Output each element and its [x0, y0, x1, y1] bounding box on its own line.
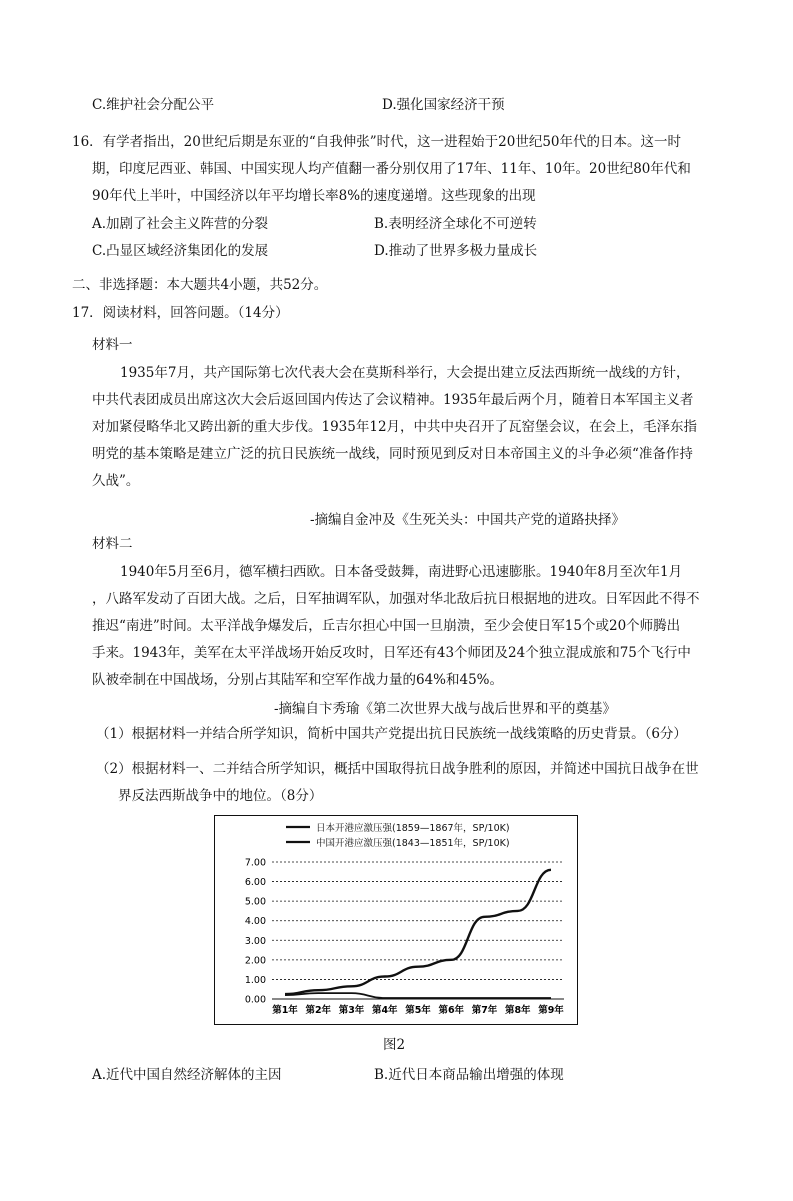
y-tick-label: 0.00	[244, 994, 266, 1006]
q16-option-a: A.加剧了社会主义阵营的分裂	[92, 216, 269, 232]
y-tick-label: 2.00	[244, 955, 266, 967]
legend-label-japan: 日本开港应激压强(1859—1867年，SP/10K)	[316, 823, 510, 834]
line-chart	[214, 815, 578, 1025]
x-tick-label: 第4年	[371, 1005, 398, 1016]
q16-option-d: D.推动了世界多极力量成长	[374, 243, 538, 259]
q16-option-b: B.表明经济全球化不可逆转	[374, 216, 537, 232]
x-tick-label: 第3年	[338, 1005, 365, 1016]
y-tick-label: 4.00	[244, 916, 266, 928]
q16-stem-line3: 90年代上半叶，中国经济以年平均增长率8%的速度递增。这些现象的出现	[92, 188, 536, 204]
next-option-b: B.近代日本商品输出增强的体现	[374, 1067, 564, 1083]
x-tick-label: 第2年	[305, 1005, 332, 1016]
x-axis-ticks	[272, 1004, 564, 1016]
material2-line: ，八路军发动了百团大战。之后，日军抽调军队，加强对华北敌后抗日根据地的进攻。日军因此不得不	[92, 591, 700, 607]
material1-line: 对加紧侵略华北又跨出新的重大步伐。1935年12月，中共中央召开了瓦窑堡会议，在会上，毛泽东指	[92, 419, 698, 435]
y-tick-label: 5.00	[244, 896, 266, 908]
x-tick-label: 第5年	[405, 1005, 431, 1016]
q15-option-d: D.强化国家经济干预	[382, 97, 505, 113]
material1-line: 1935年7月，共产国际第七次代表大会在莫斯科举行，大会提出建立反法西斯统一战线的方针，	[120, 365, 690, 381]
material2-line: 手来。1943年，美军在太平洋战场开始反攻时，日军还有43个师团及24个独立混成旅和75个飞行中	[92, 645, 691, 661]
material1-source: -摘编自金冲及《生死关头：中国共产党的道路抉择》	[310, 512, 626, 528]
q17-subquestion-2-line1: （2）根据材料一、二并结合所学知识，概括中国取得抗日战争胜利的原因，并简述中国抗日战争在世	[96, 761, 699, 777]
y-tick-label: 7.00	[244, 857, 266, 869]
y-tick-label: 6.00	[244, 877, 266, 889]
x-tick-label: 第9年	[538, 1005, 564, 1016]
material1-label: 材料一	[92, 337, 133, 353]
q17-subquestion-2-line2: 界反法西斯战争中的地位。（8分）	[118, 788, 323, 804]
material2-line: 1940年5月至6月，德军横扫西欧。日本备受鼓舞，南进野心迅速膨胀。1940年8月至次年1月	[120, 564, 683, 580]
y-tick-label: 3.00	[244, 935, 266, 947]
material1-line: 中共代表团成员出席这次大会后返回国内传达了会议精神。1935年最后两个月，随着日本军国主义者	[92, 392, 694, 408]
material1-line: 久战”。	[92, 473, 140, 489]
material2-source: -摘编自卞秀瑜《第二次世界大战与战后世界和平的奠基》	[274, 701, 617, 717]
q15-option-c: C.维护社会分配公平	[92, 97, 215, 113]
section-heading: 二、非选择题：本大题共4小题，共52分。	[72, 277, 328, 293]
q16-stem-line2: 期，印度尼西亚、韩国、中国实现人均产值翻一番分别仅用了17年、11年、10年。20世纪80年代和	[92, 161, 691, 177]
q16-option-c: C.凸显区域经济集团化的发展	[92, 243, 269, 259]
q17-title: 17．阅读材料，回答问题。（14分）	[72, 305, 289, 321]
material2-line: 队被牵制在中国战场，分别占其陆军和空军作战力量的64%和45%。	[92, 672, 504, 688]
material2-line: 推迟“南进”时间。太平洋战争爆发后，丘吉尔担心中国一旦崩溃，至少会使日军15个或20个师腾出	[92, 618, 681, 634]
x-tick-label: 第6年	[438, 1005, 465, 1016]
q17-subquestion-1: （1）根据材料一并结合所学知识，简析中国共产党提出抗日民族统一战线策略的历史背景。（6分）	[96, 726, 687, 742]
q16-stem-line1: 16．有学者指出，20世纪后期是东亚的“自我伸张”时代，这一进程始于20世纪50年代的日本。这一时	[72, 134, 682, 150]
material1-line: 明党的基本策略是建立广泛的抗日民族统一战线，同时预见到反对日本帝国主义的斗争必须“准备作持	[92, 446, 693, 462]
y-tick-label: 1.00	[244, 974, 266, 986]
x-tick-label: 第7年	[471, 1005, 498, 1016]
material2-label: 材料二	[92, 536, 133, 552]
x-tick-label: 第1年	[272, 1005, 298, 1016]
next-option-a: A.近代中国自然经济解体的主因	[92, 1067, 282, 1083]
figure-caption: 图2	[383, 1037, 406, 1053]
x-tick-label: 第8年	[504, 1005, 531, 1016]
legend-label-china: 中国开港应激压强(1843—1851年，SP/10K)	[316, 838, 510, 849]
